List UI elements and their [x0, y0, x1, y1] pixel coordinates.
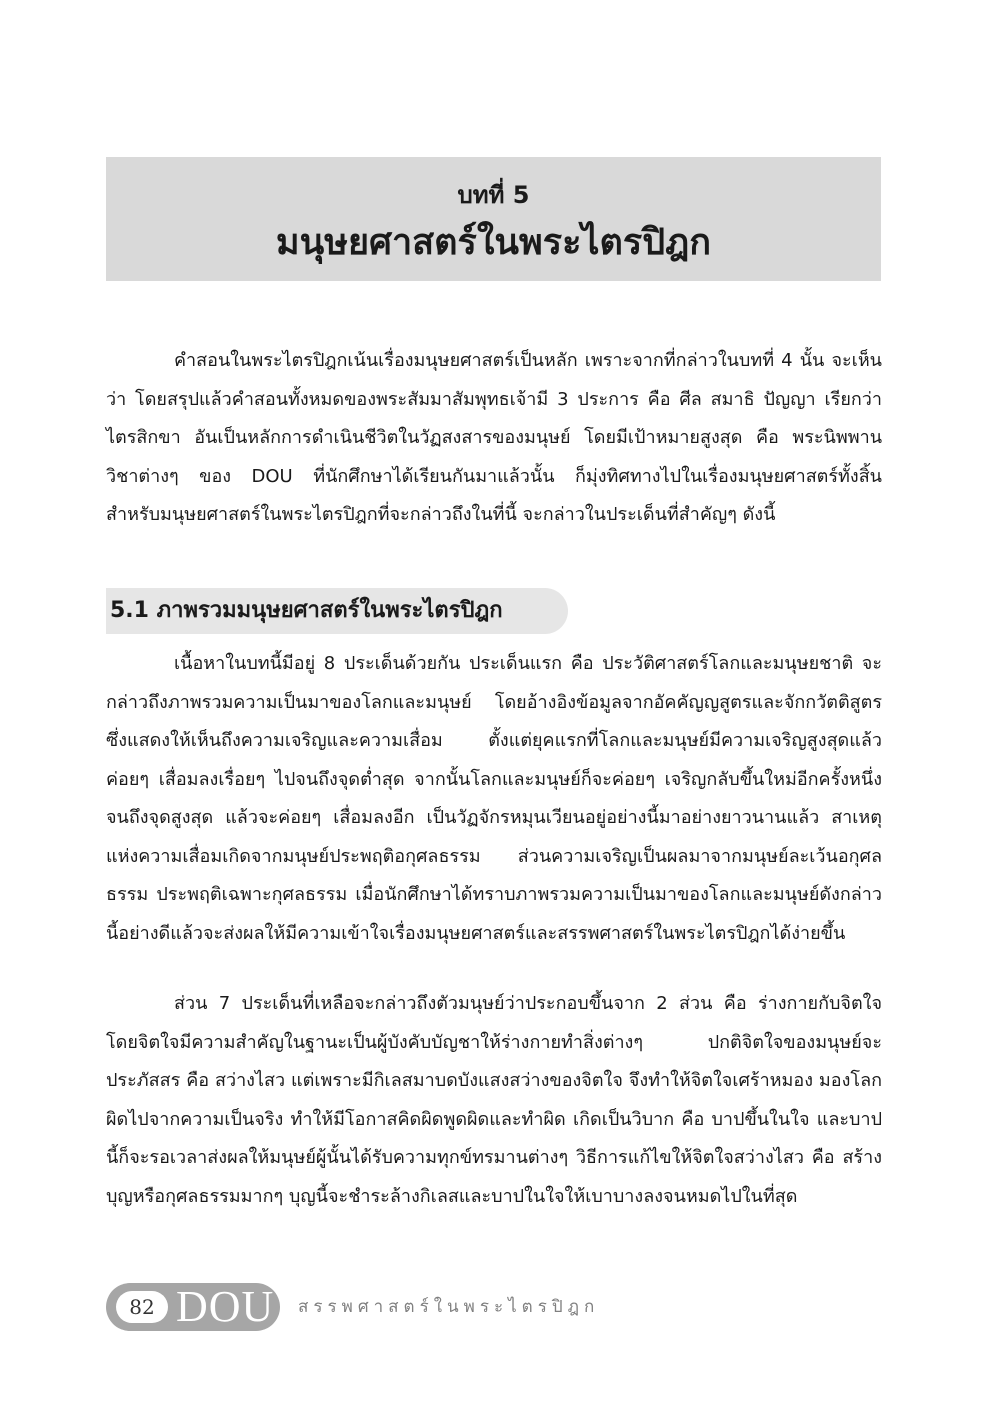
page-number: 82: [116, 1291, 168, 1323]
chapter-banner: [106, 157, 881, 281]
footer-book-title: สรรพศาสตร์ในพระไตรปิฎก: [298, 1297, 600, 1317]
chapter-number: บทที่ 5: [457, 181, 530, 209]
body-paragraph: ส่วน 7 ประเด็นที่เหลือจะกล่าวถึงตัวมนุษย์ว่าประกอบขึ้นจาก 2 ส่วน คือ ร่างกายกับจิตใจ โดยจิตใจมีความสำคัญในฐานะเป็นผู้บังคับบัญชาให้ร่างกายทำสิ่งต่างๆ ปกติจิตใจของมนุษย์จะประภัสสร คือ สว่างไสว แต่เพราะมีกิเลสมาบดบังแสงสว่างของจิตใจ จึงทำให้จิตใจเศร้าหมอง มองโลกผิดไปจากความเป็นจริง ทำให้มีโอกาสคิดผิดพูดผิดและทำผิด เกิดเป็นวิบาก คือ บาปขึ้นในใจ และบาปนี้ก็จะรอเวลาส่งผลให้มนุษย์ผู้นั้นได้รับความทุกข์ทรมานต่างๆ วิธีการแก้ไขให้จิตใจสว่างไสว คือ สร้างบุญหรือกุศลธรรมมากๆ บุญนี้จะชำระล้างกิเลสและบาปในใจให้เบาบางลงจนหมดไปในที่สุด: [106, 993, 882, 1207]
body-paragraph: เนื้อหาในบทนี้มีอยู่ 8 ประเด็นด้วยกัน ประเด็นแรก คือ ประวัติศาสตร์โลกและมนุษยชาติ จะกล่าวถึงภาพรวมความเป็นมาของโลกและมนุษย์ โดยอ้างอิงข้อมูลจากอัคคัญญสูตรและจักกวัตติสูตร ซึ่งแสดงให้เห็นถึงความเจริญและความเสื่อม ตั้งแต่ยุคแรกที่โลกและมนุษย์มีความเจริญสูงสุดแล้วค่อยๆ เสื่อมลงเรื่อยๆ ไปจนถึงจุดต่ำสุด จากนั้นโลกและมนุษย์ก็จะค่อยๆ เจริญกลับขึ้นใหม่อีกครั้งหนึ่งจนถึงจุดสูงสุด แล้วจะค่อยๆ เสื่อมลงอีก เป็นวัฏจักรหมุนเวียนอยู่อย่างนี้มาอย่างยาวนานแล้ว สาเหตุแห่งความเสื่อมเกิดจากมนุษย์ประพฤติอกุศลธรรม ส่วนความเจริญเป็นผลมาจากมนุษย์ละเว้นอกุศลธรรม ประพฤติเฉพาะกุศลธรรม เมื่อนักศึกษาได้ทราบภาพรวมความเป็นมาของโลกและมนุษย์ดังกล่าวนี้อย่างดีแล้วจะส่งผลให้มีความเข้าใจเรื่องมนุษยศาสตร์และสรรพศาสตร์ในพระไตรปิฎกได้ง่ายขึ้น: [106, 653, 882, 944]
chapter-title: มนุษยศาสตร์ในพระไตรปิฎก: [275, 222, 712, 263]
intro-paragraph: คำสอนในพระไตรปิฎกเน้นเรื่องมนุษยศาสตร์เป็นหลัก เพราะจากที่กล่าวในบทที่ 4 นั้น จะเห็นว่า โดยสรุปแล้วคำสอนทั้งหมดของพระสัมมาสัมพุทธเจ้ามี 3 ประการ คือ ศีล สมาธิ ปัญญา เรียกว่า ไตรสิกขา อันเป็นหลักการดำเนินชีวิตในวัฏสงสารของมนุษย์ โดยมีเป้าหมายสูงสุด คือ พระนิพพาน วิชาต่างๆ ของ DOU ที่นักศึกษาได้เรียนกันมาแล้วนั้น ก็มุ่งทิศทางไปในเรื่องมนุษยศาสตร์ทั้งสิ้น สำหรับมนุษยศาสตร์ในพระไตรปิฎกที่จะกล่าวถึงในที่นี้ จะกล่าวในประเด็นที่สำคัญๆ ดังนี้: [106, 350, 882, 525]
section-heading: 5.1 ภาพรวมมนุษยศาสตร์ในพระไตรปิฎก: [106, 588, 568, 634]
dou-logo: DOU: [176, 1282, 275, 1331]
page-footer: [106, 1283, 906, 1331]
footer-badge: [106, 1283, 280, 1331]
